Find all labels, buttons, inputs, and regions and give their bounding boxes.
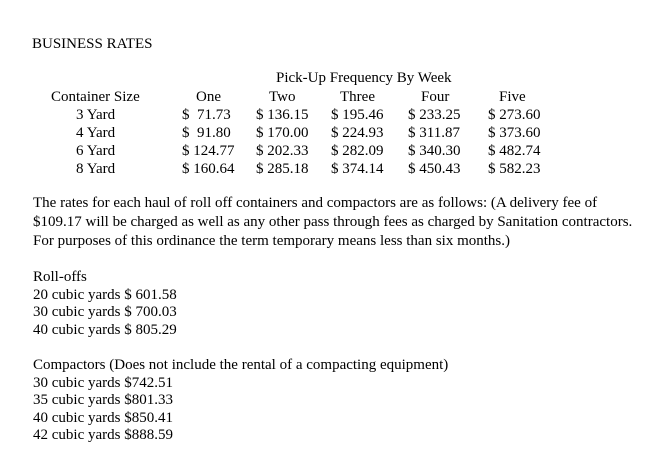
col-header-five: Five [499, 89, 526, 105]
list-item: 30 cubic yards $742.51 [33, 374, 173, 391]
rate-cell: $ 195.46 [331, 107, 384, 123]
rate-cell: $ 71.73 [182, 107, 231, 123]
row-size-label: 3 Yard [76, 107, 116, 123]
list-item: 40 cubic yards $850.41 [33, 409, 173, 426]
col-header-one: One [196, 89, 221, 105]
list-item: 42 cubic yards $888.59 [33, 427, 173, 443]
list-item: 30 cubic yards $ 700.03 [33, 304, 177, 320]
rolloffs-heading: Roll-offs [33, 269, 87, 285]
rate-cell: $ 582.23 [488, 161, 541, 177]
col-header-container-size: Container Size [51, 89, 140, 105]
rate-cell: $ 285.18 [256, 161, 309, 177]
frequency-title: Pick-Up Frequency By Week [276, 70, 452, 86]
rate-cell: $ 273.60 [488, 107, 541, 123]
rate-cell: $ 202.33 [256, 143, 309, 159]
col-header-two: Two [269, 89, 296, 105]
rate-cell: $ 340.30 [408, 143, 461, 159]
rate-cell: $ 374.14 [331, 161, 384, 177]
compactors-section [33, 357, 448, 445]
rate-cell: $ 170.00 [256, 125, 309, 141]
list-item: 35 cubic yards $801.33 [33, 392, 173, 408]
compactors-heading: Compactors (Does not include the rental of a compacting equipment) [33, 357, 449, 373]
col-header-four: Four [421, 89, 450, 105]
rate-cell: $ 124.77 [182, 143, 235, 159]
rate-cell: $ 160.64 [182, 161, 235, 177]
list-item: 40 cubic yards $ 805.29 [33, 321, 177, 338]
rate-cell: $ 373.60 [488, 125, 541, 141]
rate-cell: $ 311.87 [408, 125, 460, 141]
rate-cell: $ 91.80 [182, 125, 231, 141]
row-size-label: 4 Yard [76, 125, 116, 141]
rate-cell: $ 482.74 [488, 143, 541, 159]
rate-cell: $ 224.93 [331, 125, 384, 141]
row-size-label: 6 Yard [76, 143, 116, 159]
rolloffs-section [33, 269, 177, 339]
row-size-label: 8 Yard [76, 161, 116, 177]
page-title: BUSINESS RATES [32, 36, 153, 52]
rate-cell: $ 450.43 [408, 161, 461, 177]
rate-cell: $ 233.25 [408, 107, 461, 123]
col-header-three: Three [340, 89, 375, 105]
list-item: 20 cubic yards $ 601.58 [33, 286, 177, 303]
haul-rates-paragraph: The rates for each haul of roll off containers and compactors are as follows: (A delivery fee of $109.17 will be charged as well as any other pass through fees as charged by Sanitation contractors. For purposes of this ordinance the term temporary means less than six months.) [33, 195, 633, 249]
rate-cell: $ 282.09 [331, 143, 384, 159]
rate-cell: $ 136.15 [256, 107, 309, 123]
